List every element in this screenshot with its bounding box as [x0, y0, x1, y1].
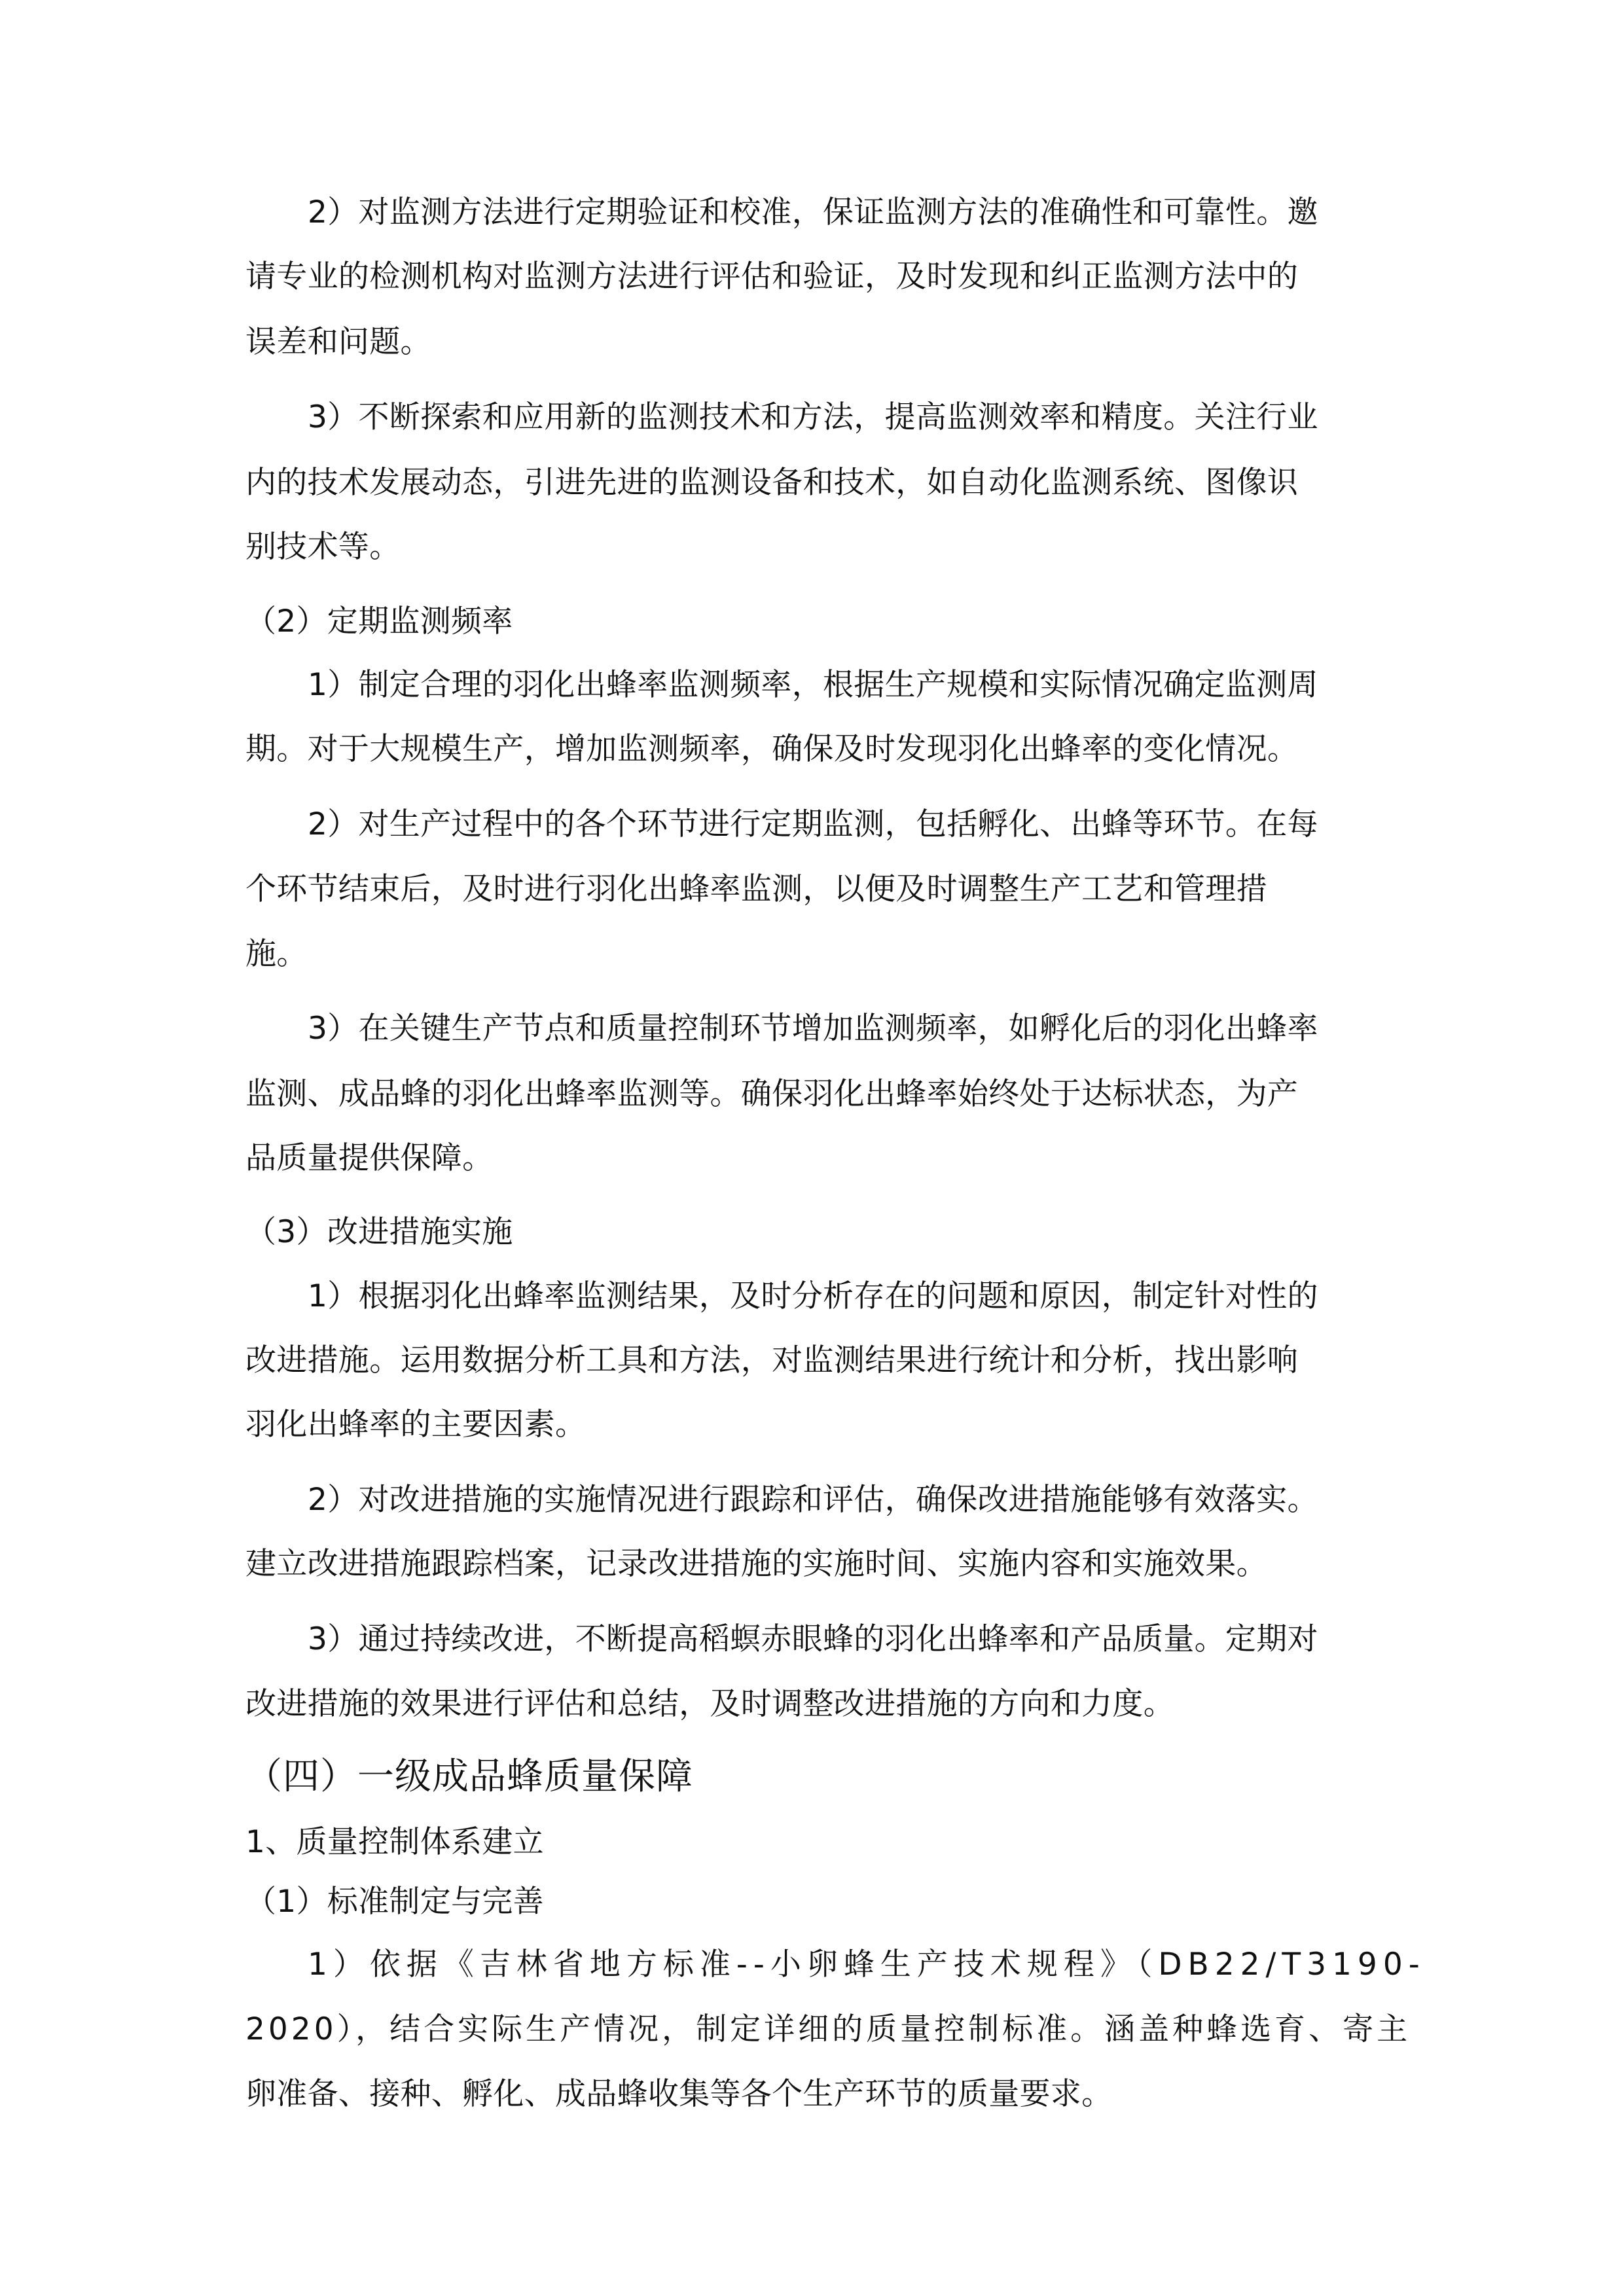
paragraph-line: 别技术等。 — [245, 529, 401, 565]
paragraph-line: 1）制定合理的羽化出蜂率监测频率，根据生产规模和实际情况确定监测周 — [308, 667, 1318, 703]
section-heading: （2）定期监测频率 — [245, 603, 513, 639]
paragraph-line: 3）在关键生产节点和质量控制环节增加监测频率，如孵化后的羽化出蜂率 — [308, 1011, 1318, 1047]
paragraph-line: 2）对监测方法进行定期验证和校准，保证监测方法的准确性和可靠性。邀 — [308, 194, 1318, 230]
section-heading: （1）标准制定与完善 — [245, 1884, 544, 1920]
paragraph-line: 改进措施。运用数据分析工具和方法，对监测结果进行统计和分析，找出影响 — [245, 1342, 1299, 1378]
paragraph-line: 3）不断探索和应用新的监测技术和方法，提高监测效率和精度。关注行业 — [308, 399, 1318, 435]
paragraph-line: 请专业的检测机构对监测方法进行评估和验证，及时发现和纠正监测方法中的 — [245, 259, 1299, 295]
paragraph-line: 2）对生产过程中的各个环节进行定期监测，包括孵化、出蜂等环节。在每 — [308, 806, 1318, 842]
section-heading: 1、质量控制体系建立 — [245, 1824, 544, 1860]
paragraph-line: 内的技术发展动态，引进先进的监测设备和技术，如自动化监测系统、图像识 — [245, 465, 1299, 501]
paragraph-line: 建立改进措施跟踪档案，记录改进措施的实施时间、实施内容和实施效果。 — [245, 1546, 1267, 1582]
paragraph-line: 2020），结合实际生产情况，制定详细的质量控制标准。涵盖种蜂选育、寄主 — [245, 2011, 1411, 2047]
paragraph-line: 施。 — [245, 936, 308, 972]
paragraph-line: 1）依据《吉林省地方标准--小卵蜂生产技术规程》（DB22/T3190- — [308, 1946, 1426, 1982]
paragraph-line: 2）对改进措施的实施情况进行跟踪和评估，确保改进措施能够有效落实。 — [308, 1482, 1318, 1518]
paragraph-line: 期。对于大规模生产，增加监测频率，确保及时发现羽化出蜂率的变化情况。 — [245, 731, 1299, 767]
paragraph-line: 卵准备、接种、孵化、成品蜂收集等各个生产环节的质量要求。 — [245, 2076, 1113, 2112]
paragraph-line: 羽化出蜂率的主要因素。 — [245, 1407, 586, 1443]
section-heading: （3）改进措施实施 — [245, 1214, 513, 1250]
paragraph-line: 品质量提供保障。 — [245, 1140, 494, 1176]
paragraph-line: 误差和问题。 — [245, 324, 431, 360]
paragraph-line: 3）通过持续改进，不断提高稻螟赤眼蜂的羽化出蜂率和产品质量。定期对 — [308, 1621, 1318, 1657]
paragraph-line: 改进措施的效果进行评估和总结，及时调整改进措施的方向和力度。 — [245, 1686, 1174, 1722]
chapter-heading: （四）一级成品蜂质量保障 — [245, 1755, 693, 1798]
paragraph-line: 个环节结束后，及时进行羽化出蜂率监测，以便及时调整生产工艺和管理措 — [245, 871, 1267, 907]
paragraph-line: 监测、成品蜂的羽化出蜂率监测等。确保羽化出蜂率始终处于达标状态，为产 — [245, 1076, 1299, 1112]
paragraph-line: 1）根据羽化出蜂率监测结果，及时分析存在的问题和原因，制定针对性的 — [308, 1278, 1318, 1314]
